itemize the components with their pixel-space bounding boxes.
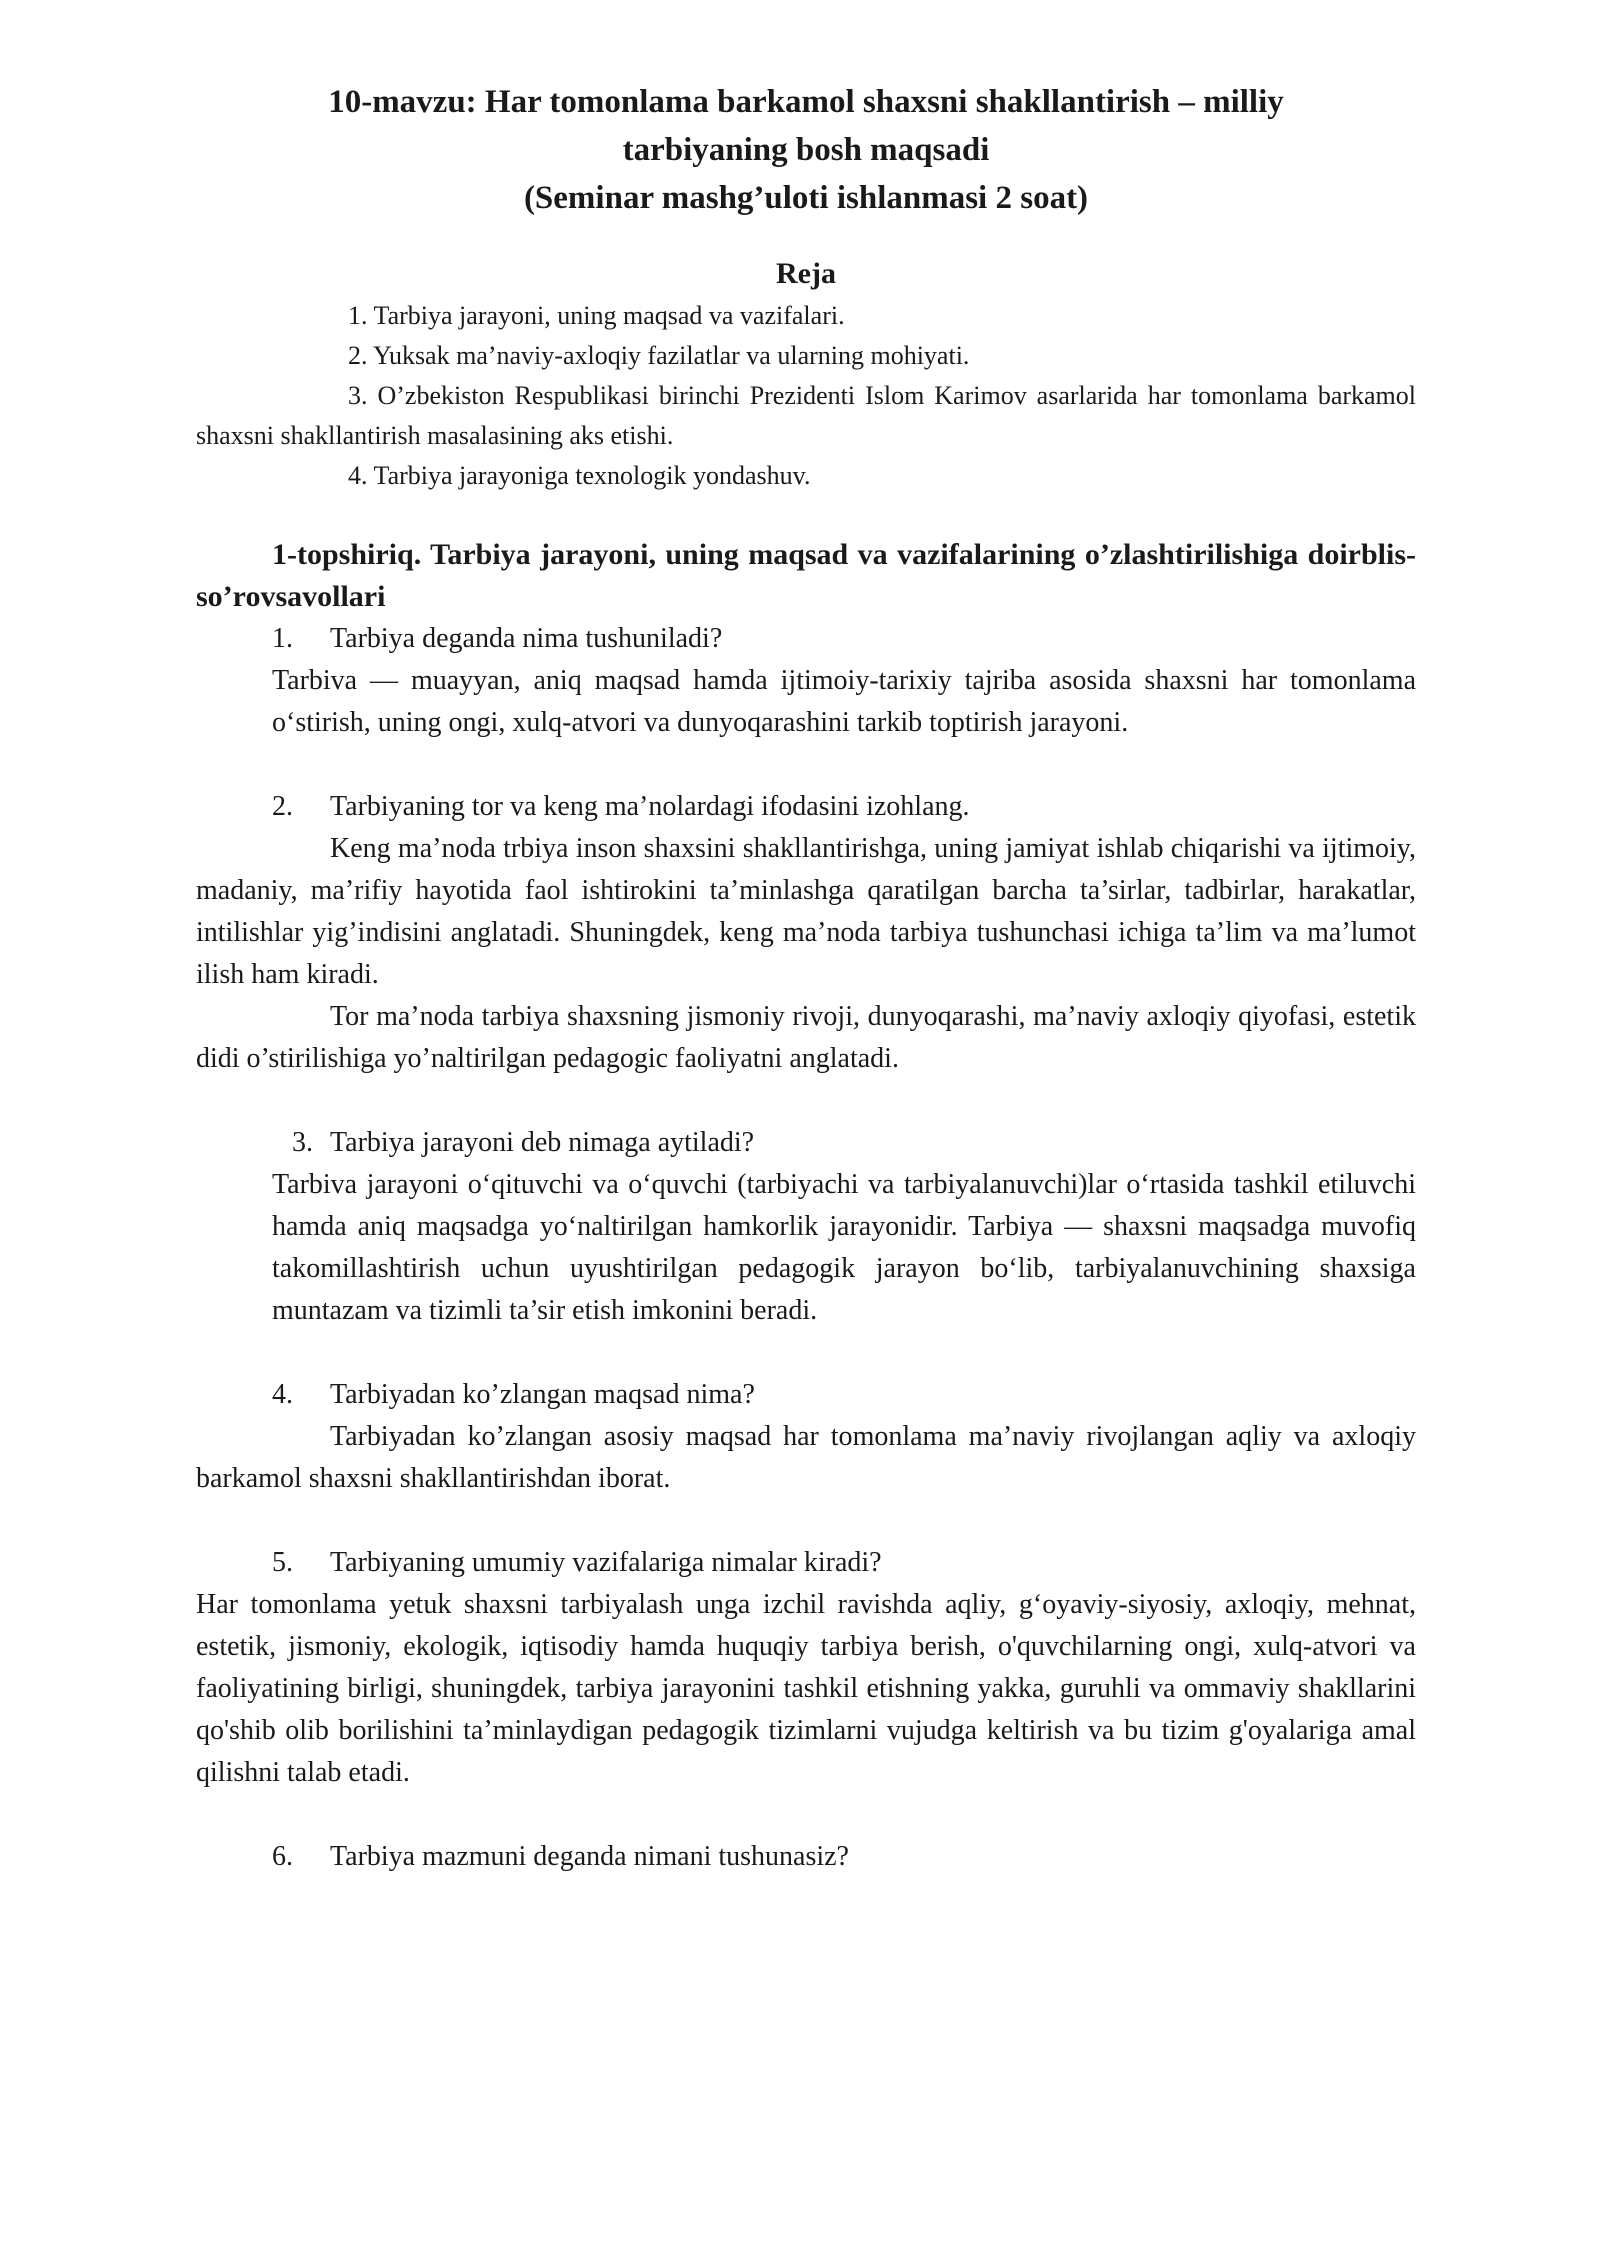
spacer [196, 744, 1416, 786]
title-line-1: 10-mavzu: Har tomonlama barkamol shaxsni shakllantirish – milliy [328, 84, 1284, 120]
spacer [196, 1794, 1416, 1836]
answer-3: Tarbiva jarayoni o‘qituvchi va o‘quvchi (tarbiyachi va tarbiyalanuvchi)lar o‘rtasida tashkil etiluvchi hamda aniq maqsadga yo‘naltirilgan hamkorlik jarayonidir. Tarbiya — shaxsni maqsadga muvofiq takomillashtirish uchun uyushtirilgan pedagogik jarayon bo‘lib, tarbiyalanuvchining shaxsiga muntazam va tizimli ta’sir etish imkonini beradi. [272, 1169, 1416, 1326]
plan-item [196, 296, 1416, 336]
title-line-3: (Seminar mashg’uloti ishlanmasi 2 soat) [523, 180, 1089, 216]
answer-5: Har tomonlama yetuk shaxsni tarbiyalash unga izchil ravishda aqliy, g‘oyaviy-siyosiy, axloqiy, mehnat, estetik, jismoniy, ekologik, iqtisodiy hamda huquqiy tarbiya berish, o'quvchilarning ongi, xulq-atvori va faoliyatining birligi, shuningdek, tarbiya jarayonini tashkil etishning yakka, guruhli va ommaviy shakllarini qo'shib olib borilishini ta’minlaydigan pedagogik tizimlarni vujudga keltirish va bu tizim g'oyalariga amal qilishni talab etadi. [196, 1589, 1416, 1788]
question-text: Tarbiya jarayoni deb nimaga aytiladi? [330, 1127, 755, 1158]
plan-item-number: 1. [348, 301, 368, 330]
document-page [196, 78, 1416, 1878]
plan-item-number: 4. [348, 461, 368, 490]
question-number: 1. [272, 623, 293, 654]
question-text: Tarbiyaning umumiy vazifalariga nimalar kiradi? [330, 1547, 882, 1578]
spacer [196, 1332, 1416, 1374]
plan-item-text: O’zbekiston Respublikasi birinchi Prezidenti Islom Karimov asarlarida har tomonlama barkamol shaxsni shakllantirish masalasining aks etishi. [196, 381, 1417, 450]
spacer [196, 1500, 1416, 1542]
question-text: Tarbiyaning tor va keng ma’nolardagi ifodasini izohlang. [330, 791, 970, 822]
question-2 [272, 786, 1416, 828]
plan-item-text: Yuksak ma’naviy-axloqiy fazilatlar va ularning mohiyati. [373, 341, 970, 370]
question-number: 2. [272, 791, 293, 822]
question-6 [272, 1836, 1416, 1878]
question-text: Tarbiyadan ko’zlangan maqsad nima? [330, 1379, 755, 1410]
question-text: Tarbiya deganda nima tushuniladi? [330, 623, 723, 654]
question-4 [272, 1374, 1416, 1416]
task-heading: 1-topshiriq. Tarbiya jarayoni, uning maqsad va vazifalarining o’zlashtirilishiga doirblis-so’rovsavollari [196, 538, 1416, 613]
question-number: 6. [272, 1841, 293, 1872]
question-1 [272, 618, 1416, 660]
plan-item [196, 376, 1416, 456]
plan-item-number: 3. [348, 381, 368, 410]
plan-item [196, 456, 1416, 496]
question-number: 3. [292, 1127, 313, 1158]
answer-2-paragraph-1: Keng ma’noda trbiya inson shaxsini shakllantirishga, uning jamiyat ishlab chiqarishi va ijtimoiy, madaniy, ma’rifiy hayotida faol ishtirokini ta’minlashga qaratilgan barcha ta’sirlar, tadbirlar, harakatlar, intilishlar yig’indisini anglatadi. Shuningdek, keng ma’noda tarbiya tushunchasi ichiga ta’lim va ma’lumot ilish ham kiradi. [196, 833, 1416, 990]
plan-item [196, 336, 1416, 376]
question-3 [292, 1122, 1416, 1164]
answer-2-paragraph-2: Tor ma’noda tarbiya shaxsning jismoniy rivoji, dunyoqarashi, ma’naviy axloqiy qiyofasi, estetik didi o’stirilishiga yo’naltirilgan pedagogic faoliyatni anglatadi. [196, 1001, 1416, 1074]
plan-item-text: Tarbiya jarayoni, uning maqsad va vazifalari. [373, 301, 845, 330]
title-line-2: tarbiyaning bosh maqsadi [622, 132, 990, 168]
plan-heading: Reja [776, 257, 836, 290]
spacer [196, 1080, 1416, 1122]
question-number: 4. [272, 1379, 293, 1410]
answer-4: Tarbiyadan ko’zlangan asosiy maqsad har tomonlama ma’naviy rivojlangan aqliy va axloqiy barkamol shaxsni shakllantirishdan iborat. [196, 1421, 1416, 1494]
plan-item-number: 2. [348, 341, 368, 370]
question-5 [272, 1542, 1416, 1584]
plan-list [196, 296, 1416, 496]
document-title [196, 78, 1416, 222]
question-number: 5. [272, 1547, 293, 1578]
answer-1: Tarbiva — muayyan, aniq maqsad hamda ijtimoiy-tarixiy tajriba asosida shaxsni har tomonlama o‘stirish, uning ongi, xulq-atvori va dunyoqarashini tarkib toptirish jarayoni. [272, 665, 1416, 738]
plan-item-text: Tarbiya jarayoniga texnologik yondashuv. [373, 461, 811, 490]
question-text: Tarbiya mazmuni deganda nimani tushunasiz? [330, 1841, 849, 1872]
